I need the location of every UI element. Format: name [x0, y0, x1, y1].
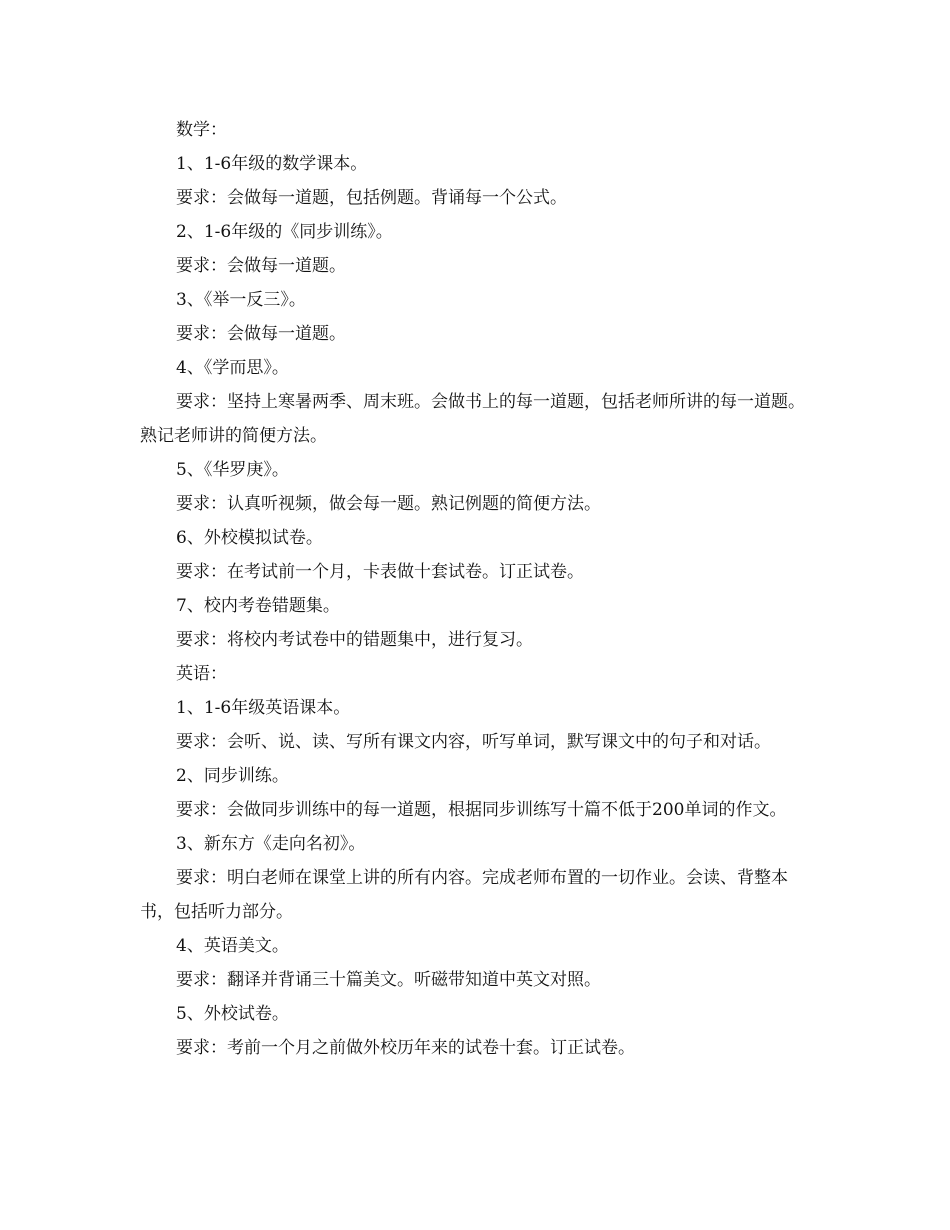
- list-item: 3、《举一反三》。: [176, 290, 306, 310]
- requirement-text: 要求：考前一个月之前做外校历年来的试卷十套。订正试卷。: [176, 1038, 635, 1058]
- requirement-text: 要求：在考试前一个月，卡表做十套试卷。订正试卷。: [176, 562, 584, 582]
- list-item: 7、校内考卷错题集。: [176, 596, 340, 616]
- requirement-text: 要求：会做每一道题，包括例题。背诵每一个公式。: [176, 188, 567, 208]
- list-item: 6、外校模拟试卷。: [176, 528, 323, 548]
- section-heading-math: 数学：: [176, 120, 227, 140]
- requirement-text: 要求：明白老师在课堂上讲的所有内容。完成老师布置的一切作业。会读、背整本书，包括听力部分。: [140, 868, 788, 922]
- requirement-text: 要求：会做同步训练中的每一道题，根据同步训练写十篇不低于200单词的作文。: [176, 800, 787, 820]
- list-item: 2、1-6年级的《同步训练》。: [176, 222, 393, 242]
- requirement-text: 要求：会听、说、读、写所有课文内容，听写单词，默写课文中的句子和对话。: [176, 732, 771, 752]
- list-item: 4、《学而思》。: [176, 358, 289, 378]
- requirement-text: 要求：会做每一道题。: [176, 256, 346, 276]
- section-heading-english: 英语：: [176, 664, 227, 684]
- requirement-text: 要求：认真听视频，做会每一题。熟记例题的简便方法。: [176, 494, 601, 514]
- list-item: 5、《华罗庚》。: [176, 460, 289, 480]
- list-item: 2、同步训练。: [176, 766, 289, 786]
- list-item: 1、1-6年级英语课本。: [176, 698, 351, 718]
- requirement-text: 要求：会做每一道题。: [176, 324, 346, 344]
- list-item: 1、1-6年级的数学课本。: [176, 154, 368, 174]
- requirement-text: 要求：翻译并背诵三十篇美文。听磁带知道中英文对照。: [176, 970, 601, 990]
- document-body: [140, 113, 816, 1065]
- list-item: 4、英语美文。: [176, 936, 289, 956]
- requirement-text: 要求：坚持上寒暑两季、周末班。会做书上的每一道题，包括老师所讲的每一道题。熟记老师讲的简便方法。: [140, 392, 805, 446]
- requirement-text: 要求：将校内考试卷中的错题集中，进行复习。: [176, 630, 533, 650]
- list-item: 3、新东方《走向名初》。: [176, 834, 366, 854]
- list-item: 5、外校试卷。: [176, 1004, 289, 1024]
